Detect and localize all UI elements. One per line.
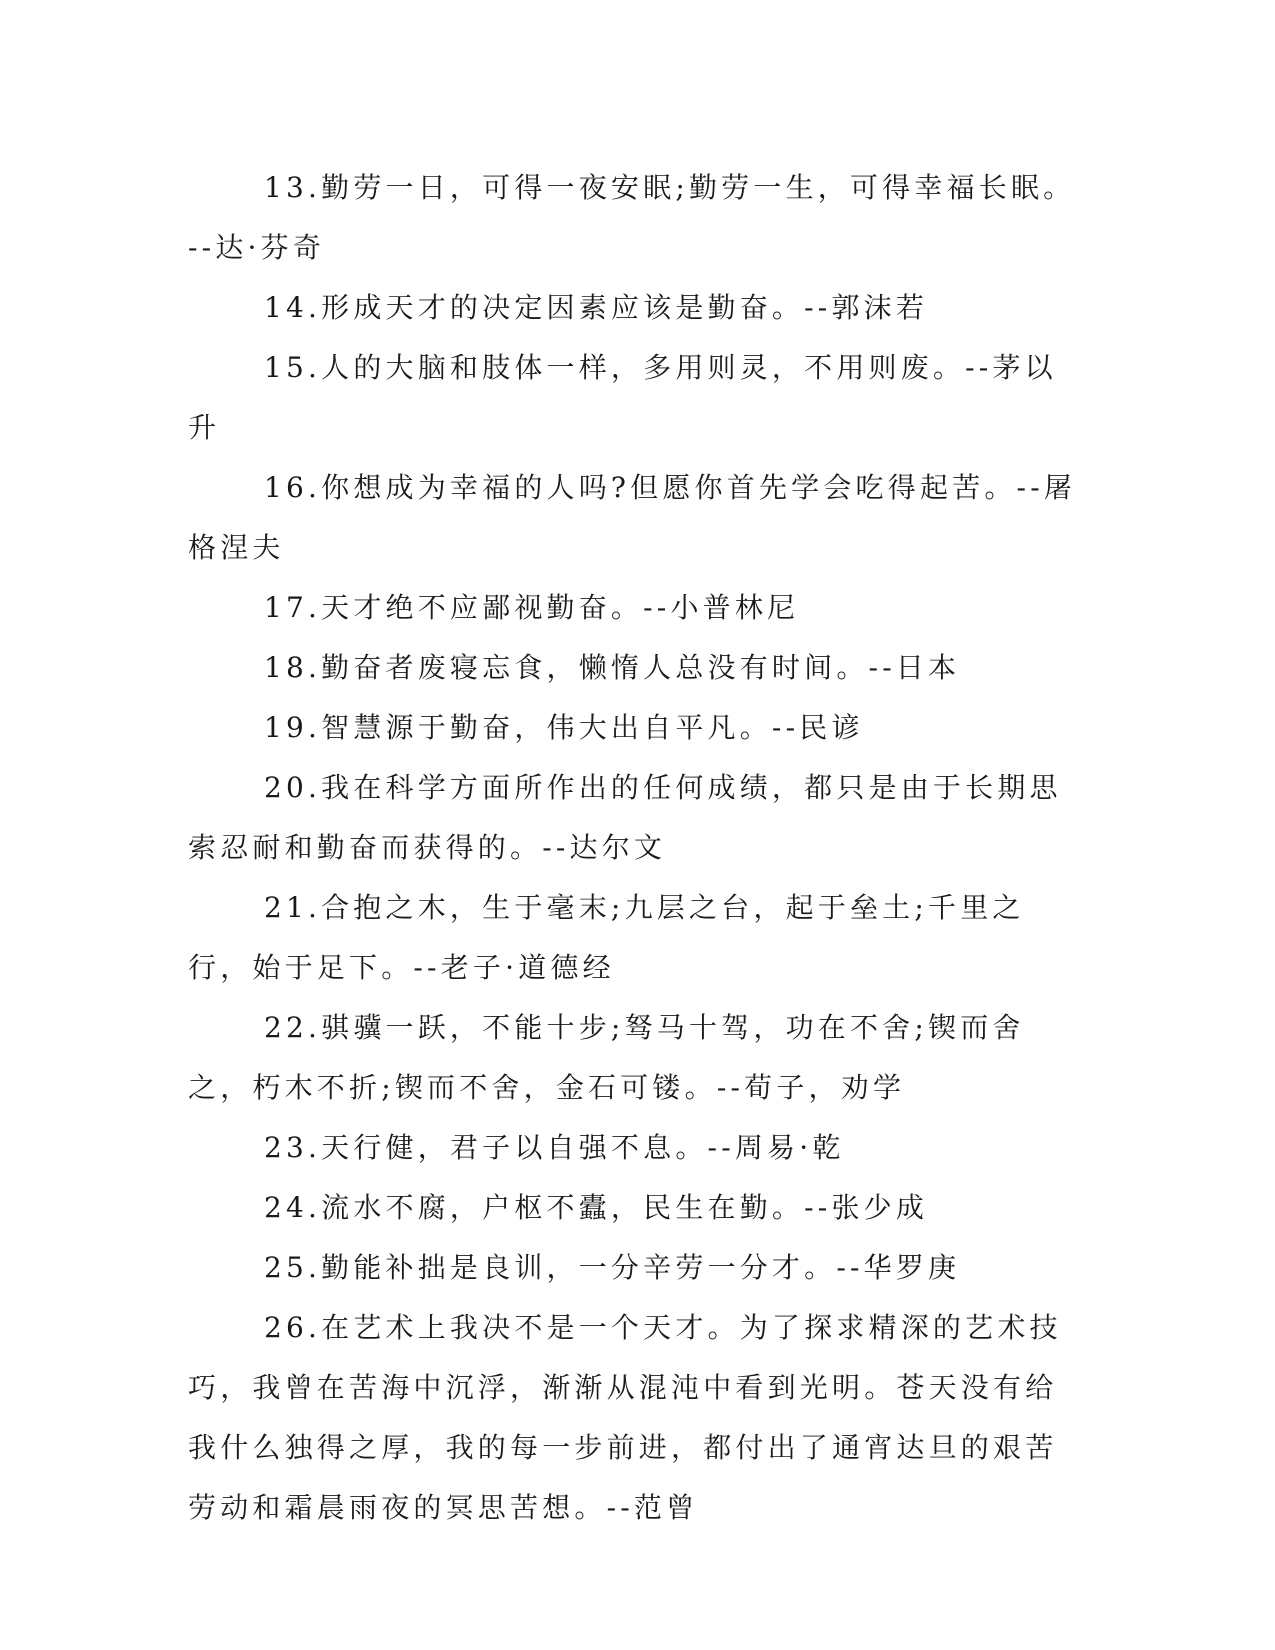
quote-item: 22.骐骥一跃，不能十步;驽马十驾，功在不舍;锲而舍之，朽木不折;锲而不舍，金石可镂。--荀子，劝学 [188, 1011, 1025, 1104]
quote-item: 14.形成天才的决定因素应该是勤奋。--郭沫若 [264, 291, 929, 324]
quote-item: 26.在艺术上我决不是一个天才。为了探求精深的艺术技巧，我曾在苦海中沉浮，渐渐从混沌中看到光明。苍天没有给我什么独得之厚，我的每一步前进，都付出了通宵达旦的艰苦劳动和霜晨雨夜的冥思苦想。--范曾 [188, 1311, 1062, 1524]
quote-item: 23.天行健，君子以自强不息。--周易·乾 [264, 1131, 845, 1164]
quote-item: 19.智慧源于勤奋，伟大出自平凡。--民谚 [264, 711, 864, 744]
quote-item: 13.勤劳一日，可得一夜安眠;勤劳一生，可得幸福长眠。--达·芬奇 [188, 171, 1076, 264]
quote-item: 16.你想成为幸福的人吗?但愿你首先学会吃得起苦。--屠格涅夫 [188, 471, 1077, 564]
quote-item: 17.天才绝不应鄙视勤奋。--小普林尼 [264, 591, 800, 624]
quote-list [188, 158, 1084, 1538]
quote-item: 21.合抱之木，生于毫末;九层之台，起于垒土;千里之行，始于足下。--老子·道德经 [188, 891, 1025, 984]
quote-item: 20.我在科学方面所作出的任何成绩，都只是由于长期思索忍耐和勤奋而获得的。--达尔文 [188, 771, 1062, 864]
quote-item: 18.勤奋者废寝忘食，懒惰人总没有时间。--日本 [264, 651, 961, 684]
quote-item: 15.人的大脑和肢体一样，多用则灵，不用则废。--茅以升 [188, 351, 1057, 444]
quote-item: 24.流水不腐，户枢不蠹，民生在勤。--张少成 [264, 1191, 929, 1224]
quote-item: 25.勤能补拙是良训，一分辛劳一分才。--华罗庚 [264, 1251, 961, 1284]
